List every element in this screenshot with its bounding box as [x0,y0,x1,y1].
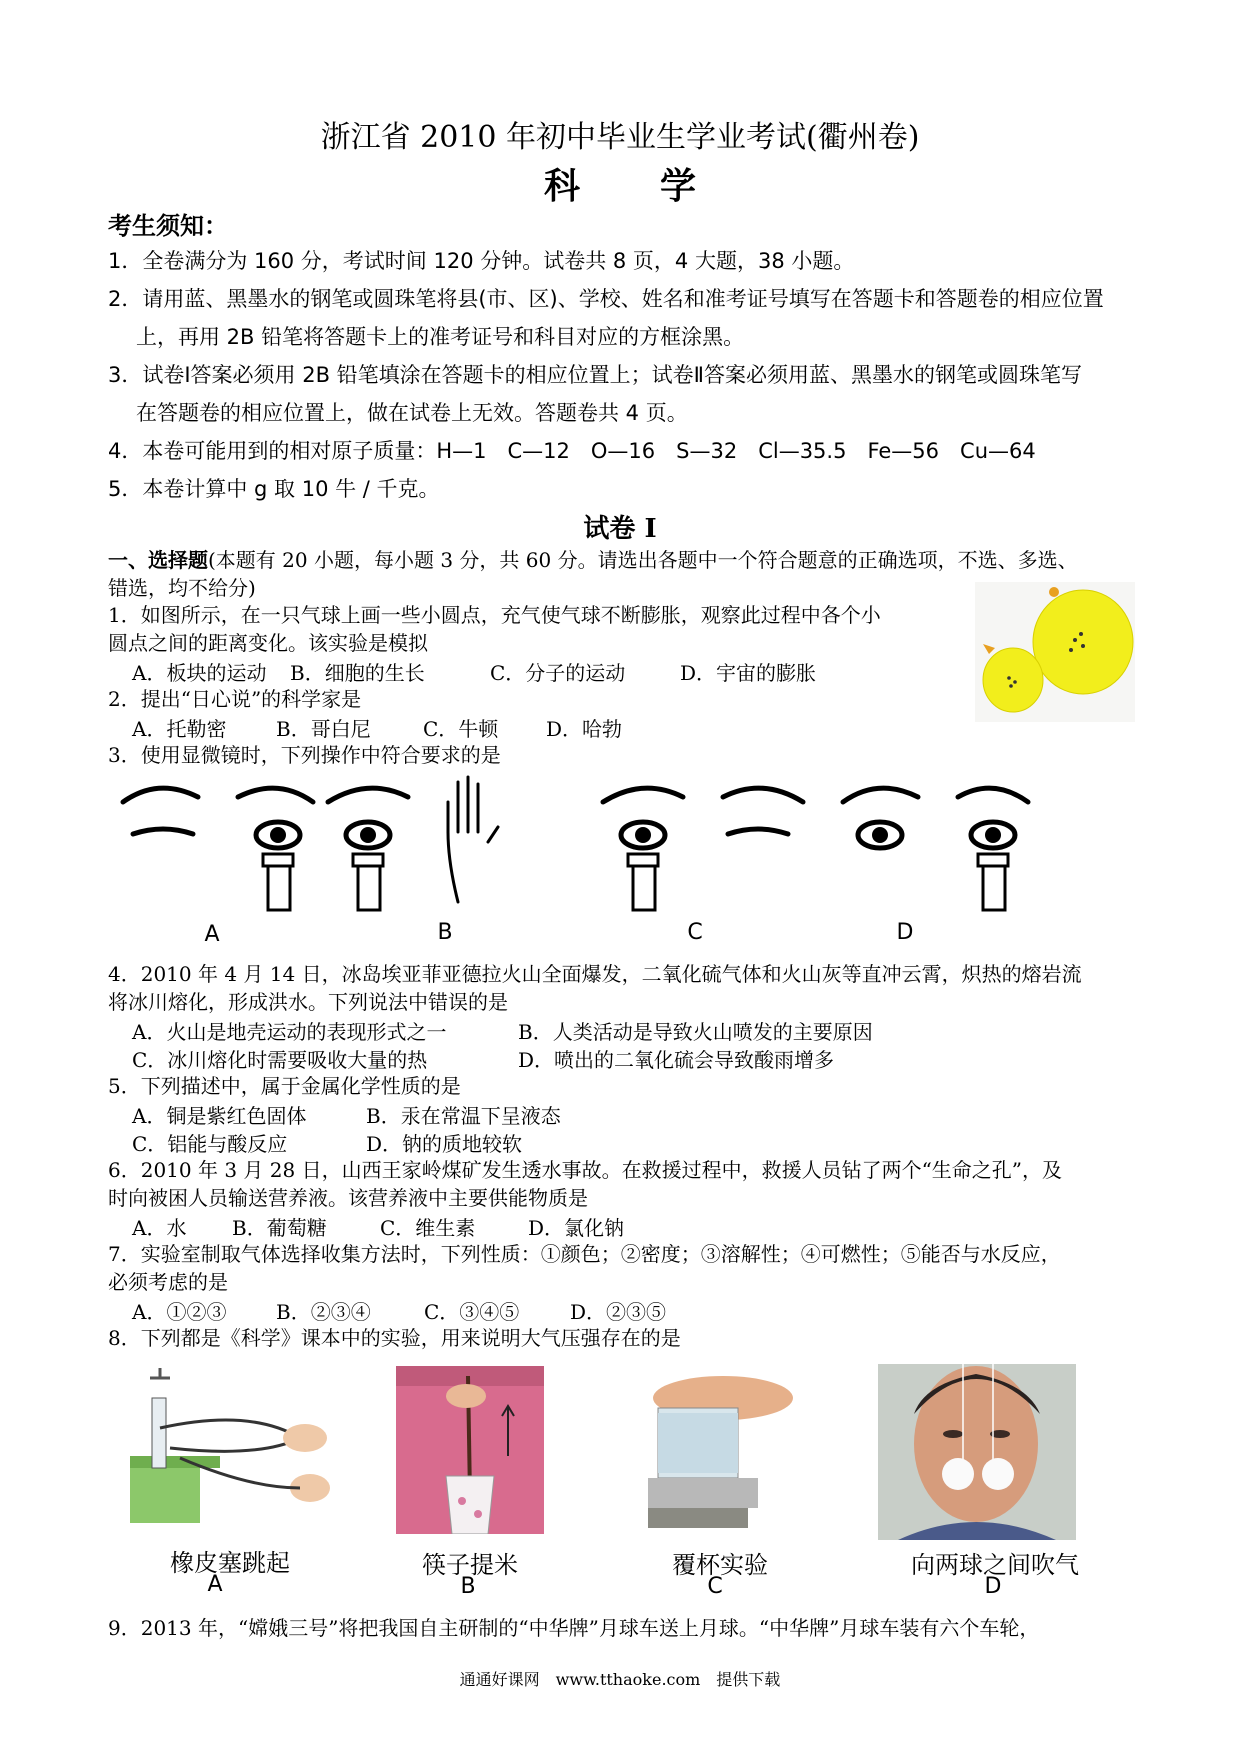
notice-heading: 考生须知： [108,212,228,240]
notice-item: 4．本卷可能用到的相对原子质量：H—1 C—12 O—16 S—32 Cl—35.5 Fe—56 Cu—64 [108,439,1036,463]
cup-cover-photo [628,1368,808,1530]
question-1-line1: 1．如图所示，在一只气球上画一些小圆点，充气使气球不断膨胀，观察此过程中各个小 [108,603,881,627]
notice-item: 3．试卷Ⅰ答案必须用 2B 铅笔填涂在答题卡的相应位置上；试卷Ⅱ答案必须用蓝、黑墨水的钢笔或圆珠笔写 [108,363,1083,387]
q5-option-d: D．钠的质地较软 [366,1132,523,1156]
balloon-figure [975,582,1135,722]
q5-option-b: B．汞在常温下呈液态 [366,1104,561,1128]
q4-option-d: D．喷出的二氧化硫会导致酸雨增多 [518,1048,835,1072]
subject-title: 科学 [543,165,776,207]
q8-label-b: B [460,1574,476,1599]
q2-option-a: A．托勒密 [132,717,227,741]
section-heading-rest: (本题有 20 小题，每小题 3 分，共 60 分。请选出各题中一个符合题意的正确选项，不选、多选、 [208,548,1078,572]
question-1-line2: 圆点之间的距离变化。该实验是模拟 [108,631,428,655]
q7-option-a: A．①②③ [132,1300,227,1324]
question-5: 5．下列描述中，属于金属化学性质的是 [108,1074,461,1098]
notice-item: 1．全卷满分为 160 分，考试时间 120 分钟。试卷共 8 页，4 大题，38 小题。 [108,249,855,273]
q2-option-c: C．牛顿 [423,717,499,741]
q8-caption-c: 覆杯实验 [672,1551,768,1579]
q4-option-c: C．冰川熔化时需要吸收大量的热 [132,1048,428,1072]
section-heading-bold: 一、选择题 [108,548,208,572]
microscope-eyes-figure [118,772,1038,922]
question-6-line1: 6．2010 年 3 月 28 日，山西王家岭煤矿发生透水事故。在救援过程中，救援人员钻了两个“生命之孔”，及 [108,1158,1063,1182]
q3-label-d: D [896,920,914,945]
question-7-line2: 必须考虑的是 [108,1270,228,1294]
notice-item: 2．请用蓝、黑墨水的钢笔或圆珠笔将县(市、区)、学校、姓名和准考证号填写在答题卡和答题卷的相应位置 [108,287,1104,311]
q2-option-d: D．哈勃 [546,717,623,741]
q5-option-c: C．铝能与酸反应 [132,1132,288,1156]
q1-option-c: C．分子的运动 [490,661,626,685]
question-8: 8．下列都是《科学》课本中的实验，用来说明大气压强存在的是 [108,1326,681,1350]
section-heading [108,546,1078,574]
q6-option-b: B．葡萄糖 [232,1216,327,1240]
chopsticks-rice-photo [396,1366,544,1534]
q8-caption-b: 筷子提米 [422,1551,518,1579]
q8-caption-d: 向两球之间吹气 [911,1551,1079,1579]
q3-label-b: B [437,920,453,945]
page-title: 浙江省 2010 年初中毕业生学业考试(衢州卷) [320,120,920,155]
q8-label-a: A [207,1572,223,1597]
q8-caption-a: 橡皮塞跳起 [170,1549,290,1577]
question-6-line2: 时向被困人员输送营养液。该营养液中主要供能物质是 [108,1186,588,1210]
q4-option-a: A．火山是地壳运动的表现形式之一 [132,1020,447,1044]
section-heading-line2: 错选，均不给分) [108,576,256,600]
q8-label-d: D [984,1574,1002,1599]
q7-option-d: D．②③⑤ [570,1300,667,1324]
q6-option-a: A．水 [132,1216,187,1240]
notice-item: 上，再用 2B 铅笔将答题卡上的准考证号和科目对应的方框涂黑。 [136,325,745,349]
q5-option-a: A．铜是紫红色固体 [132,1104,307,1128]
question-4-line2: 将冰川熔化，形成洪水。下列说法中错误的是 [108,990,508,1014]
q6-option-d: D．氯化钠 [528,1216,625,1240]
q1-option-b: B．细胞的生长 [290,661,425,685]
q7-option-c: C．③④⑤ [424,1300,520,1324]
q8-label-c: C [707,1574,723,1599]
rubber-stopper-photo [130,1368,330,1538]
question-9: 9．2013 年，“嫦娥三号”将把我国自主研制的“中华牌”月球车送上月球。“中华牌”月球车装有六个车轮， [108,1616,1040,1640]
notice-item: 5．本卷计算中 g 取 10 牛 / 千克。 [108,477,440,501]
blow-between-balls-photo [878,1364,1076,1540]
q1-option-a: A．板块的运动 [132,661,267,685]
q3-label-c: C [687,920,703,945]
question-2: 2．提出“日心说”的科学家是 [108,687,362,711]
q2-option-b: B．哥白尼 [276,717,371,741]
page-footer: 通通好课网 www.tthaoke.com 提供下载 [459,1670,781,1689]
q3-label-a: A [204,922,220,947]
q6-option-c: C．维生素 [380,1216,476,1240]
q1-option-d: D．宇宙的膨胀 [680,661,817,685]
q4-option-b: B．人类活动是导致火山喷发的主要原因 [518,1020,873,1044]
section-title: 试卷 I [583,514,657,544]
notice-item: 在答题卷的相应位置上，做在试卷上无效。答题卷共 4 页。 [136,401,688,425]
question-4-line1: 4．2010 年 4 月 14 日，冰岛埃亚菲亚德拉火山全面爆发，二氧化硫气体和火山灰等直冲云霄，炽热的熔岩流 [108,962,1082,986]
question-7-line1: 7．实验室制取气体选择收集方法时，下列性质：①颜色；②密度；③溶解性；④可燃性；⑤能否与水反应， [108,1242,1061,1266]
q7-option-b: B．②③④ [276,1300,371,1324]
question-3: 3．使用显微镜时，下列操作中符合要求的是 [108,743,501,767]
